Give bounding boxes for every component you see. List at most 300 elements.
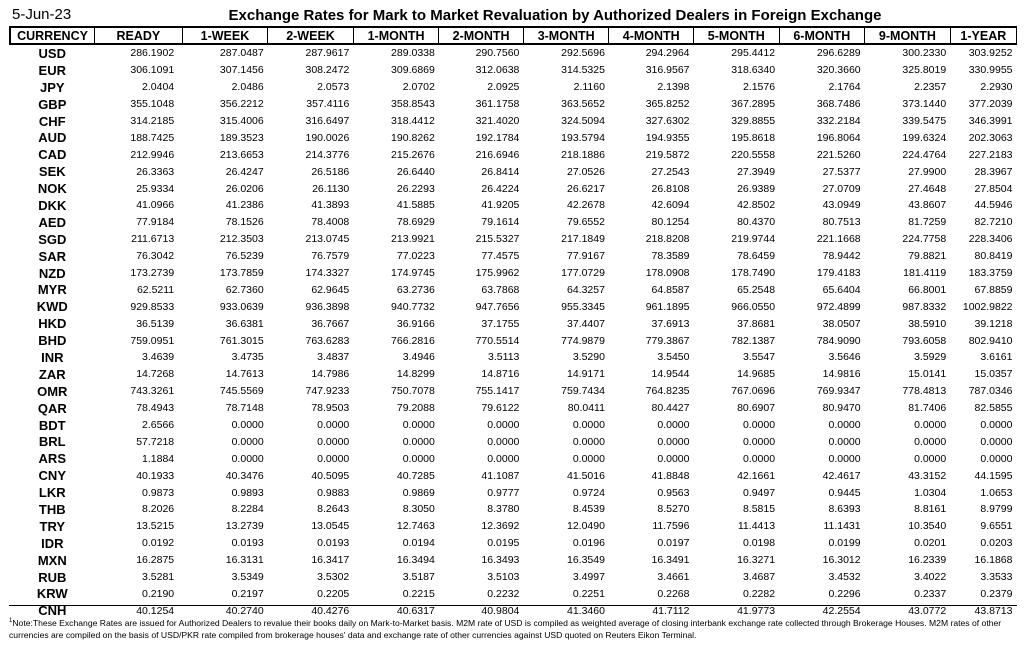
rate-cell: 1002.9822 <box>962 300 1013 313</box>
rate-cell: 357.4116 <box>306 98 350 111</box>
rate-cell: 40.3476 <box>225 469 264 482</box>
rate-cell: 296.6289 <box>816 47 861 60</box>
currency-code: AED <box>38 214 66 230</box>
rate-cell: 41.8848 <box>651 469 690 482</box>
rate-cell: 38.0507 <box>822 317 861 330</box>
rate-cell: 76.7579 <box>311 250 350 263</box>
rate-cell: 188.7425 <box>130 131 175 144</box>
rate-cell: 759.7434 <box>561 385 605 398</box>
rate-cell: 289.0338 <box>391 47 435 60</box>
rate-cell: 309.6869 <box>391 64 435 77</box>
rate-cell: 8.2284 <box>231 503 264 516</box>
rate-cell: 327.6302 <box>645 115 690 127</box>
rate-cell: 8.2643 <box>317 503 350 516</box>
currency-code: KRW <box>36 586 68 602</box>
rate-cell: 0.0193 <box>317 537 350 550</box>
rate-cell: 189.3523 <box>219 131 264 144</box>
rate-cell: 3.4532 <box>828 571 861 584</box>
currency-code: CNH <box>38 603 67 619</box>
table-row <box>10 417 1017 434</box>
rate-cell: 286.1902 <box>130 47 175 60</box>
currency-code: NZD <box>38 265 66 281</box>
rate-cell: 227.2183 <box>968 148 1013 161</box>
rate-cell: 78.9503 <box>311 402 350 415</box>
rate-cell: 933.0639 <box>219 300 264 313</box>
rate-cell: 356.2212 <box>219 98 264 111</box>
rate-cell: 315.4006 <box>219 115 264 127</box>
rate-cell: 81.7406 <box>908 402 947 415</box>
currency-code: DKK <box>38 197 67 213</box>
rate-cell: 0.0000 <box>657 452 690 465</box>
rate-cell: 0.9893 <box>231 486 264 499</box>
column-header-ready: READY <box>95 27 183 44</box>
table-row <box>10 586 1017 603</box>
rate-cell: 314.5325 <box>561 64 605 77</box>
rate-cell: 14.8299 <box>396 368 435 381</box>
currency-code: SAR <box>38 248 66 264</box>
rate-cell: 0.0000 <box>914 419 947 432</box>
rate-cell: 12.3692 <box>481 520 520 533</box>
rate-cell: 3.5290 <box>572 351 605 364</box>
rate-cell: 79.2088 <box>396 402 435 415</box>
rate-cell: 0.0198 <box>742 537 776 550</box>
rate-cell: 178.7490 <box>731 267 776 280</box>
rate-cell: 173.2739 <box>130 267 175 280</box>
rate-cell: 0.0000 <box>231 419 264 432</box>
table-row <box>10 163 1017 180</box>
rate-cell: 330.9955 <box>968 64 1013 77</box>
rate-cell: 80.4370 <box>737 216 776 229</box>
rate-cell: 26.8108 <box>651 182 690 195</box>
rate-cell: 27.8504 <box>974 182 1013 195</box>
rate-cell: 42.4617 <box>822 469 861 482</box>
rate-cell: 15.0357 <box>974 368 1013 381</box>
rate-cell: 0.9869 <box>402 486 435 499</box>
rate-cell: 3.4661 <box>657 571 690 584</box>
rate-cell: 1.0653 <box>980 486 1013 499</box>
rate-cell: 80.7513 <box>822 216 861 229</box>
rate-cell: 195.8618 <box>731 131 776 144</box>
rate-cell: 1.0304 <box>914 486 947 499</box>
rate-cell: 194.9355 <box>645 131 690 144</box>
rate-cell: 770.5514 <box>475 334 520 347</box>
rate-cell: 224.4764 <box>902 148 947 161</box>
rate-cell: 0.9873 <box>142 486 175 499</box>
rate-cell: 181.4119 <box>903 267 947 280</box>
rate-cell: 307.1456 <box>219 64 264 77</box>
rate-cell: 0.9445 <box>828 486 861 499</box>
rate-cell: 0.0196 <box>572 537 605 550</box>
rate-cell: 26.5186 <box>311 165 350 178</box>
column-header-3-month: 3-MONTH <box>523 27 609 44</box>
currency-code: CHF <box>38 113 66 129</box>
rate-cell: 78.7148 <box>225 402 264 415</box>
rate-cell: 0.0000 <box>402 435 435 448</box>
rate-cell: 16.1868 <box>974 554 1013 567</box>
rate-cell: 0.0199 <box>828 537 861 550</box>
rate-cell: 0.9497 <box>742 486 776 499</box>
table-row <box>10 484 1017 501</box>
rate-cell: 320.3660 <box>816 64 861 77</box>
rate-cell: 219.5872 <box>645 148 690 161</box>
rate-cell: 26.6217 <box>566 182 605 195</box>
rate-cell: 0.0000 <box>914 452 947 465</box>
rate-cell: 929.8533 <box>130 300 175 313</box>
rate-cell: 215.5327 <box>475 233 520 246</box>
currency-code: QAR <box>37 400 67 416</box>
rate-cell: 40.7285 <box>396 469 435 482</box>
rate-cell: 3.5113 <box>488 351 520 364</box>
rate-cell: 294.2964 <box>645 47 690 60</box>
rate-cell: 358.8543 <box>391 98 435 111</box>
rate-cell: 0.0194 <box>402 537 435 550</box>
rate-cell: 3.5450 <box>657 351 690 364</box>
rate-cell: 14.9816 <box>822 368 861 381</box>
rate-cell: 220.5558 <box>731 148 776 161</box>
table-row <box>10 332 1017 349</box>
currency-code: AUD <box>38 130 67 146</box>
rate-cell: 77.4575 <box>481 250 520 263</box>
rate-cell: 42.1661 <box>737 469 776 482</box>
rate-cell: 16.3417 <box>311 554 350 567</box>
table-row <box>10 129 1017 146</box>
rate-cell: 41.0966 <box>136 199 175 212</box>
rate-cell: 213.0745 <box>305 233 350 246</box>
table-row <box>10 113 1017 130</box>
rate-cell: 318.4412 <box>391 115 435 127</box>
rate-cell: 214.3776 <box>305 148 350 161</box>
rate-cell: 16.3549 <box>566 554 605 567</box>
rate-cell: 292.5696 <box>561 47 605 60</box>
rate-cell: 3.4687 <box>742 571 776 584</box>
rate-cell: 1.1884 <box>142 452 175 465</box>
rate-cell: 0.0000 <box>742 435 776 448</box>
currency-code: BHD <box>38 333 67 349</box>
rate-cell: 65.2548 <box>737 283 776 296</box>
rate-cell: 774.9879 <box>561 334 605 347</box>
rate-cell: 43.8607 <box>908 199 947 212</box>
column-header-4-month: 4-MONTH <box>609 27 694 44</box>
rate-cell: 41.3460 <box>566 604 605 617</box>
rate-cell: 940.7732 <box>391 300 435 313</box>
rate-cell: 2.1764 <box>828 81 861 94</box>
rate-cell: 2.0404 <box>142 81 175 94</box>
rate-cell: 0.0000 <box>402 452 435 465</box>
rate-cell: 81.7259 <box>908 216 947 229</box>
rate-cell: 961.1895 <box>645 300 690 313</box>
footnote-text: Note:These Exchange Rates are issued for Authorized Dealers to revalue their books daily on Mark-to-Market basis. M2M rate of USD is compiled as weighted average of closing interbank exchange rate collected through Brokerage Houses. M2M rates of other currencies are compiled on the basis of USD/PKR rate compiled from brokerage houses' data and exchange rate of other currencies against USD quoted on Reuters Eikon Terminal. <box>9 617 1002 640</box>
table-row <box>10 96 1017 113</box>
rate-cell: 779.3867 <box>645 334 690 347</box>
rate-cell: 802.9410 <box>968 334 1013 347</box>
rate-cell: 174.3327 <box>305 267 350 280</box>
rate-cell: 62.5211 <box>136 283 175 296</box>
rate-cell: 755.1417 <box>475 385 520 398</box>
rate-cell: 27.5377 <box>822 165 861 178</box>
rate-cell: 0.0000 <box>828 419 861 432</box>
rate-cell: 0.0000 <box>980 452 1013 465</box>
rate-cell: 80.0411 <box>567 402 605 415</box>
column-header-2-month: 2-MONTH <box>439 27 524 44</box>
rate-cell: 78.6459 <box>737 250 776 263</box>
rate-cell: 0.0000 <box>828 435 861 448</box>
rate-cell: 213.9921 <box>391 233 435 246</box>
rate-cell: 9.6551 <box>980 520 1013 533</box>
rate-cell: 0.0000 <box>231 452 264 465</box>
rate-cell: 14.8716 <box>481 368 520 381</box>
rate-cell: 14.7268 <box>136 368 175 381</box>
rate-cell: 82.7210 <box>974 216 1013 229</box>
rate-cell: 0.0000 <box>487 419 520 432</box>
table-row <box>10 518 1017 535</box>
rate-cell: 2.0702 <box>402 81 435 94</box>
rate-cell: 190.8262 <box>391 131 435 144</box>
rate-cell: 0.2205 <box>317 587 350 600</box>
rate-cell: 0.2282 <box>742 587 776 600</box>
rate-cell: 3.5349 <box>231 571 264 584</box>
rate-cell: 25.9334 <box>136 182 175 195</box>
rate-cell: 3.3533 <box>980 571 1013 584</box>
rate-cell: 175.9962 <box>475 267 520 280</box>
rate-cell: 41.5016 <box>566 469 605 482</box>
rate-cell: 12.0490 <box>566 520 605 533</box>
rate-cell: 76.5239 <box>225 250 264 263</box>
rate-cell: 79.1614 <box>481 216 520 229</box>
rate-cell: 26.9389 <box>737 182 776 195</box>
rate-cell: 0.0000 <box>742 419 776 432</box>
rate-cell: 0.0000 <box>487 452 520 465</box>
rate-cell: 3.5929 <box>914 351 947 364</box>
rate-cell: 759.0951 <box>130 334 175 347</box>
column-header-6-month: 6-MONTH <box>779 27 865 44</box>
rate-cell: 0.2296 <box>828 587 861 600</box>
rate-cell: 16.3012 <box>822 554 861 567</box>
rate-cell: 3.5281 <box>142 571 175 584</box>
rate-cell: 0.0000 <box>317 419 350 432</box>
rate-cell: 325.8019 <box>902 64 947 77</box>
rate-cell: 2.1160 <box>573 81 605 94</box>
currency-code: GBP <box>38 96 67 112</box>
rate-cell: 63.2736 <box>396 283 435 296</box>
rate-cell: 40.1254 <box>136 604 175 617</box>
rate-cell: 193.5794 <box>561 131 605 144</box>
rate-cell: 16.3493 <box>481 554 520 567</box>
rate-cell: 3.4735 <box>231 351 264 364</box>
rate-cell: 43.0949 <box>822 199 861 212</box>
rate-cell: 14.7613 <box>225 368 264 381</box>
rate-cell: 77.0223 <box>396 250 435 263</box>
rate-cell: 219.9744 <box>731 233 776 246</box>
table-row <box>10 349 1017 366</box>
rate-cell: 8.8161 <box>914 503 947 516</box>
rate-cell: 312.0638 <box>475 64 520 77</box>
rate-cell: 80.6907 <box>737 402 776 415</box>
rate-cell: 0.0195 <box>487 537 520 550</box>
rate-cell: 41.7112 <box>652 604 690 617</box>
rate-cell: 0.9777 <box>487 486 520 499</box>
currency-code: JPY <box>39 79 65 95</box>
rate-cell: 27.0709 <box>822 182 861 195</box>
rate-cell: 750.7078 <box>391 385 435 398</box>
table-row <box>10 366 1017 383</box>
currency-code: SGD <box>38 231 67 247</box>
rate-cell: 196.8064 <box>816 131 861 144</box>
rate-cell: 955.3345 <box>561 300 605 313</box>
rate-cell: 82.5855 <box>974 402 1013 415</box>
rate-cell: 8.3780 <box>487 503 520 516</box>
currency-code: INR <box>41 349 64 365</box>
rate-cell: 40.4276 <box>311 604 350 617</box>
rate-cell: 36.9166 <box>396 317 435 330</box>
rate-cell: 377.2039 <box>968 98 1013 111</box>
rate-cell: 316.9567 <box>645 64 690 77</box>
rate-cell: 287.0487 <box>219 47 264 60</box>
rate-cell: 26.6440 <box>396 165 435 178</box>
rate-cell: 57.7218 <box>136 435 175 448</box>
rate-cell: 80.4427 <box>651 402 690 415</box>
rate-cell: 782.1387 <box>731 334 776 347</box>
rate-cell: 190.0026 <box>305 131 350 144</box>
rate-cell: 27.3949 <box>737 165 776 178</box>
rate-cell: 64.8587 <box>651 283 690 296</box>
report-date: 5-Jun-23 <box>12 6 72 23</box>
rate-cell: 8.3050 <box>402 503 435 516</box>
rate-cell: 0.0000 <box>231 435 264 448</box>
rate-cell: 0.0000 <box>914 435 947 448</box>
rate-cell: 355.1048 <box>130 98 175 111</box>
rate-cell: 228.3406 <box>968 233 1013 246</box>
rate-cell: 8.5815 <box>742 503 776 516</box>
table-row <box>10 44 1017 62</box>
rate-cell: 0.9883 <box>317 486 350 499</box>
rate-cell: 78.1526 <box>225 216 264 229</box>
table-row <box>10 433 1017 450</box>
rate-cell: 361.1758 <box>475 98 520 111</box>
column-header-1-year: 1-YEAR <box>950 27 1016 44</box>
rate-cell: 183.3759 <box>968 267 1013 280</box>
rate-cell: 77.9167 <box>566 250 605 263</box>
rate-cell: 3.5103 <box>487 571 520 584</box>
rate-cell: 41.9773 <box>737 604 776 617</box>
rate-cell: 44.1595 <box>974 469 1013 482</box>
currency-code: BRL <box>38 434 66 450</box>
rate-cell: 16.3494 <box>396 554 435 567</box>
rate-cell: 199.6324 <box>902 131 947 144</box>
rate-cell: 26.4224 <box>481 182 520 195</box>
rate-cell: 38.5910 <box>908 317 947 330</box>
rate-cell: 0.0000 <box>572 419 605 432</box>
rate-cell: 41.9205 <box>481 199 520 212</box>
rate-cell: 3.4022 <box>914 571 947 584</box>
rate-cell: 3.4837 <box>317 351 350 364</box>
rate-cell: 11.4413 <box>737 520 776 533</box>
currency-code: RUB <box>38 569 67 585</box>
rate-cell: 212.9946 <box>130 148 175 161</box>
rate-cell: 0.2337 <box>914 587 947 600</box>
rate-cell: 14.9685 <box>737 368 776 381</box>
rate-cell: 0.0000 <box>657 419 690 432</box>
rate-cell: 0.2215 <box>402 587 435 600</box>
rate-cell: 14.7986 <box>311 368 350 381</box>
rate-cell: 373.1440 <box>902 98 947 111</box>
currency-code: OMR <box>37 383 68 399</box>
rate-cell: 42.2554 <box>822 604 861 617</box>
rate-cell: 0.2268 <box>657 587 690 600</box>
currency-code: TRY <box>39 518 66 534</box>
rate-cell: 37.6913 <box>651 317 690 330</box>
column-header-currency: CURRENCY <box>10 27 95 44</box>
currency-code: USD <box>38 45 66 61</box>
rate-cell: 8.5270 <box>657 503 690 516</box>
rate-cell: 0.2232 <box>487 587 520 600</box>
rate-cell: 11.7596 <box>652 520 690 533</box>
rate-cell: 0.0000 <box>980 435 1013 448</box>
rate-cell: 14.9544 <box>651 368 690 381</box>
rate-cell: 211.6713 <box>131 233 175 246</box>
currency-code: MYR <box>37 282 67 298</box>
rate-cell: 27.4648 <box>908 182 947 195</box>
rate-cell: 316.6497 <box>305 115 350 127</box>
rate-cell: 177.0729 <box>561 267 605 280</box>
table-row <box>10 467 1017 484</box>
rate-cell: 784.9090 <box>816 334 861 347</box>
rate-cell: 27.9900 <box>908 165 947 178</box>
table-row <box>10 214 1017 231</box>
rate-cell: 16.2875 <box>136 554 175 567</box>
rate-cell: 0.2190 <box>142 587 175 600</box>
currency-code: CNY <box>38 468 66 484</box>
currency-code: LKR <box>38 485 66 501</box>
rate-cell: 2.0486 <box>231 81 264 94</box>
rate-cell: 41.2386 <box>225 199 264 212</box>
table-row <box>10 501 1017 518</box>
table-row <box>10 552 1017 569</box>
rate-cell: 0.0000 <box>317 435 350 448</box>
table-row <box>10 265 1017 282</box>
rate-cell: 37.1755 <box>481 317 520 330</box>
rate-cell: 2.1398 <box>657 81 690 94</box>
rate-cell: 36.5139 <box>136 317 175 330</box>
table-row <box>10 450 1017 467</box>
table-row <box>10 62 1017 79</box>
currency-code: ZAR <box>38 366 66 382</box>
rate-cell: 79.6122 <box>481 402 520 415</box>
currency-code: EUR <box>38 62 66 78</box>
rate-cell: 8.6393 <box>828 503 861 516</box>
rate-cell: 41.5885 <box>396 199 435 212</box>
table-row <box>10 400 1017 417</box>
rate-cell: 368.7486 <box>816 98 861 111</box>
rate-cell: 26.4247 <box>225 165 264 178</box>
table-row <box>10 281 1017 298</box>
rate-cell: 0.2197 <box>231 587 264 600</box>
column-header-5-month: 5-MONTH <box>694 27 780 44</box>
rate-cell: 0.0000 <box>487 435 520 448</box>
rate-cell: 747.9233 <box>305 385 350 398</box>
table-header-row <box>10 27 1017 44</box>
rate-cell: 14.9171 <box>566 368 605 381</box>
rate-cell: 11.1431 <box>823 520 861 533</box>
rate-cell: 173.7859 <box>219 267 264 280</box>
rate-cell: 329.8855 <box>731 115 776 127</box>
table-row <box>10 146 1017 163</box>
currency-code: HKD <box>38 316 67 332</box>
rate-cell: 42.8502 <box>737 199 776 212</box>
rate-cell: 36.6381 <box>225 317 264 330</box>
rate-cell: 0.9724 <box>572 486 605 499</box>
rate-cell: 215.2676 <box>391 148 435 161</box>
rate-cell: 62.7360 <box>225 283 264 296</box>
